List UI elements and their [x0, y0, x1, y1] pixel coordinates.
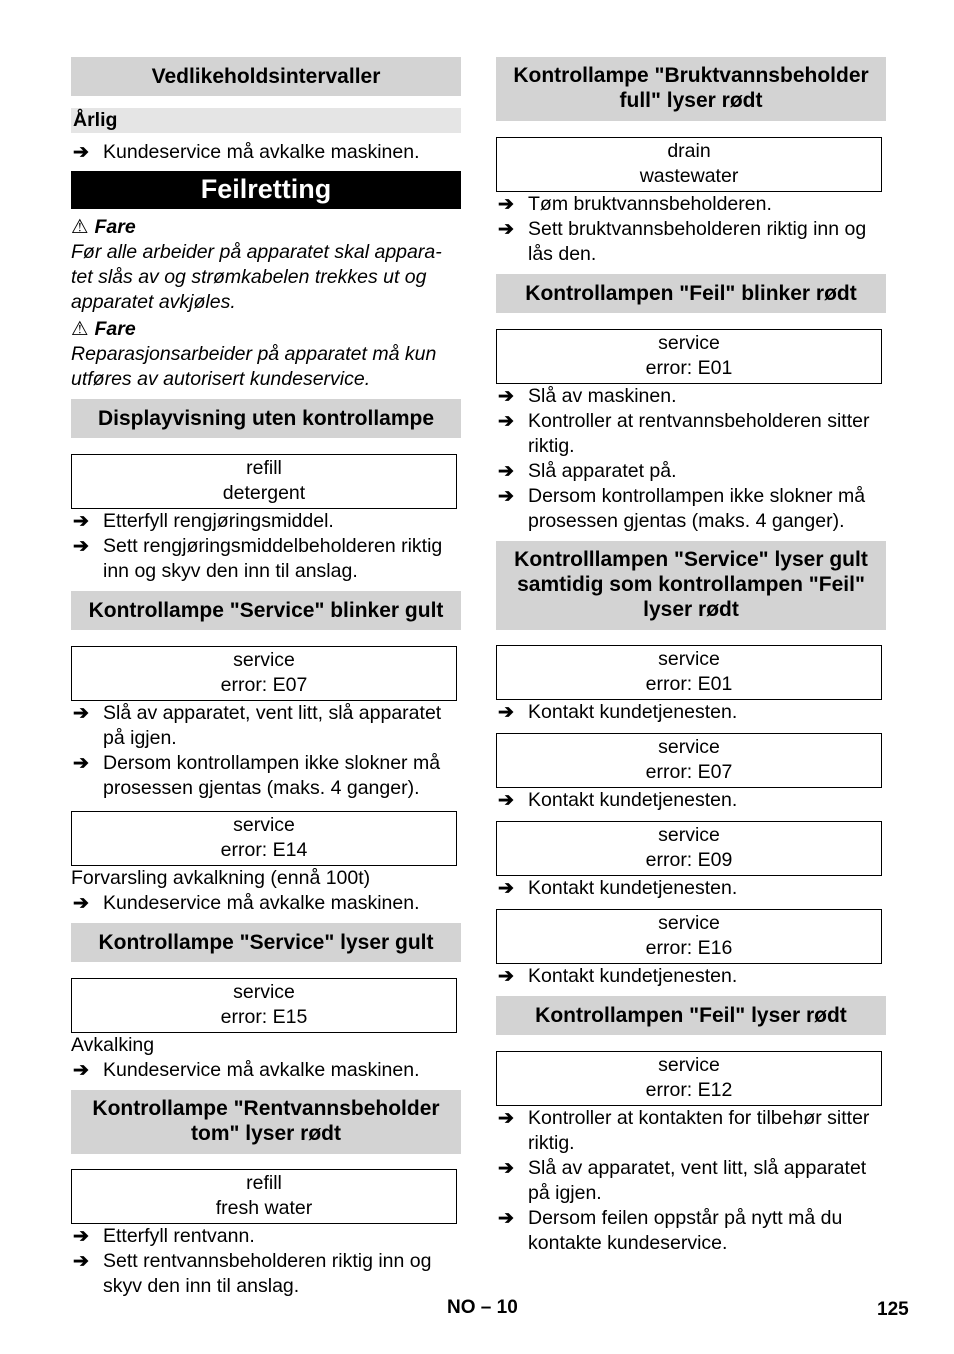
- display-box: service error: E12: [496, 1051, 882, 1106]
- left-column: [71, 57, 461, 1299]
- display-box: service error: E07: [71, 646, 457, 701]
- display-box: service error: E01: [496, 645, 882, 700]
- warning-text: Før alle arbeider på apparatet skal appara- tet slås av og strømkabelen trekkes ut og apparatet avkjøles.: [71, 241, 442, 313]
- arrow-right-icon: ➔: [73, 1060, 89, 1081]
- list-item: ➔ Kontroller at kontakten for tilbehør sitter riktig.: [498, 1107, 870, 1154]
- display-box: service error: E14: [71, 811, 457, 866]
- arrow-right-icon: ➔: [73, 511, 89, 532]
- arrow-right-icon: ➔: [498, 219, 514, 240]
- arrow-right-icon: ➔: [498, 878, 514, 899]
- right-column: [496, 57, 886, 1256]
- list-item: ➔ Kontakt kundetjenesten.: [498, 877, 738, 899]
- display-box: service error: E01: [496, 329, 882, 384]
- note-text: Avkalking: [71, 1034, 155, 1056]
- display-box: refill fresh water: [71, 1169, 457, 1224]
- maintenance-intervals-header: Vedlikeholdsintervaller: [71, 57, 461, 96]
- list-item: ➔ Dersom feilen oppstår på nytt må du kontakte kundeservice.: [498, 1207, 843, 1254]
- arrow-right-icon: ➔: [498, 702, 514, 723]
- arrow-right-icon: ➔: [498, 790, 514, 811]
- section-header: Kontrollampe "Service" lyser gult: [71, 923, 461, 962]
- arrow-right-icon: ➔: [73, 753, 89, 774]
- warning-triangle-icon: ⚠: [71, 318, 89, 340]
- arrow-right-icon: ➔: [498, 386, 514, 407]
- list-item: ➔ Slå av maskinen.: [498, 385, 677, 407]
- list-item: ➔ Slå av apparatet, vent litt, slå apparatet på igjen.: [73, 702, 442, 749]
- section-header: Kontrollampe "Rentvannsbeholder tom" lyser rødt: [71, 1090, 461, 1154]
- footer-section-code: NO – 10: [447, 1297, 518, 1318]
- list-item: ➔ Dersom kontrollampen ikke slokner må prosessen gjentas (maks. 4 ganger).: [498, 485, 866, 532]
- display-box: refill detergent: [71, 454, 457, 509]
- section-header: Kontrollampen "Feil" blinker rødt: [496, 274, 886, 313]
- list-item: ➔ Dersom kontrollampen ikke slokner må prosessen gjentas (maks. 4 ganger).: [73, 752, 441, 799]
- arrow-right-icon: ➔: [498, 1108, 514, 1129]
- arrow-right-icon: ➔: [73, 1251, 89, 1272]
- arrow-right-icon: ➔: [73, 1226, 89, 1247]
- display-box: service error: E07: [496, 733, 882, 788]
- arrow-right-icon: ➔: [498, 194, 514, 215]
- list-item: ➔ Kundeservice må avkalke maskinen.: [73, 1059, 420, 1081]
- arrow-right-icon: ➔: [498, 1158, 514, 1179]
- list-item: ➔ Kundeservice må avkalke maskinen.: [73, 892, 420, 914]
- arrow-right-icon: ➔: [73, 893, 89, 914]
- arrow-right-icon: ➔: [498, 966, 514, 987]
- list-item: ➔ Sett bruktvannsbeholderen riktig inn og lås den.: [498, 218, 867, 265]
- list-item: ➔ Etterfyll rengjøringsmiddel.: [73, 510, 334, 532]
- display-box: service error: E16: [496, 909, 882, 964]
- list-item: ➔ Etterfyll rentvann.: [73, 1225, 255, 1247]
- display-box: service error: E15: [71, 978, 457, 1033]
- list-item: ➔ Slå apparatet på.: [498, 460, 677, 482]
- list-item: ➔ Kundeservice må avkalke maskinen.: [73, 141, 420, 163]
- warning-heading: ⚠ Fare: [71, 318, 136, 340]
- section-header: Kontrollampe "Service" blinker gult: [71, 591, 461, 630]
- arrow-right-icon: ➔: [73, 142, 89, 163]
- arrow-right-icon: ➔: [498, 461, 514, 482]
- display-box: service error: E09: [496, 821, 882, 876]
- page-number: 125: [877, 1299, 909, 1320]
- list-item: ➔ Kontakt kundetjenesten.: [498, 701, 738, 723]
- arrow-right-icon: ➔: [498, 1208, 514, 1229]
- list-item: ➔ Kontakt kundetjenesten.: [498, 789, 738, 811]
- section-header: Displayvisning uten kontrollampe: [71, 399, 461, 438]
- note-text: Forvarsling avkalkning (ennå 100t): [71, 867, 371, 889]
- list-item: ➔ Tøm bruktvannsbeholderen.: [498, 193, 772, 215]
- warning-text: Reparasjonsarbeider på apparatet må kun utføres av autorisert kundeservice.: [71, 343, 437, 390]
- list-item: ➔ Slå av apparatet, vent litt, slå apparatet på igjen.: [498, 1157, 867, 1204]
- display-box: drain wastewater: [496, 137, 882, 192]
- arrow-right-icon: ➔: [498, 486, 514, 507]
- arrow-right-icon: ➔: [73, 536, 89, 557]
- section-header: Kontrolllampen "Service" lyser gult samtidig som kontrollampen "Feil" lyser rødt: [496, 541, 886, 630]
- page-title: Feilretting: [71, 171, 461, 209]
- section-header: Kontrollampe "Bruktvannsbeholder full" lyser rødt: [496, 57, 886, 121]
- arrow-right-icon: ➔: [73, 703, 89, 724]
- list-item: ➔ Kontakt kundetjenesten.: [498, 965, 738, 987]
- section-header: Kontrollampen "Feil" lyser rødt: [496, 996, 886, 1035]
- list-item: ➔ Sett rengjøringsmiddelbeholderen riktig inn og skyv den inn til anslag.: [73, 535, 443, 582]
- annual-label: Årlig: [71, 108, 461, 133]
- list-item: ➔ Sett rentvannsbeholderen riktig inn og skyv den inn til anslag.: [73, 1250, 432, 1297]
- arrow-right-icon: ➔: [498, 411, 514, 432]
- warning-heading: ⚠ Fare: [71, 216, 136, 238]
- list-item: ➔ Kontroller at rentvannsbeholderen sitter riktig.: [498, 410, 870, 457]
- warning-triangle-icon: ⚠: [71, 216, 89, 238]
